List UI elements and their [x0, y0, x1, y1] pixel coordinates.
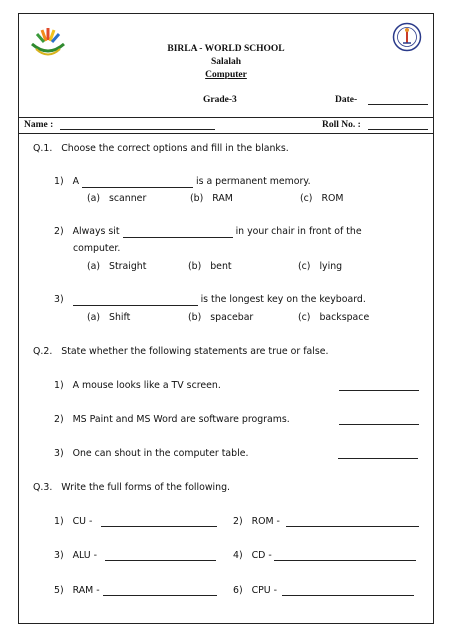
item-text: One can shout in the computer table.: [72, 448, 249, 459]
item-text: ROM -: [251, 516, 280, 527]
q1-item-1-option-a[interactable]: [87, 193, 146, 204]
q3-item-4: [233, 550, 272, 561]
item-text: CD -: [251, 550, 272, 561]
option-text: lying: [319, 261, 343, 272]
q1-item-1: [54, 176, 311, 188]
item-number: 3): [54, 294, 64, 305]
q1-item-3-option-b[interactable]: [188, 312, 253, 323]
item-number: 4): [233, 550, 243, 561]
item-text: ALU -: [72, 550, 97, 561]
q2-item-3: [54, 448, 248, 459]
blank-line[interactable]: [73, 294, 198, 306]
item-text: is the longest key on the keyboard.: [200, 294, 366, 305]
q1-item-2-option-c[interactable]: [298, 261, 342, 272]
header-divider-bottom: [18, 133, 434, 134]
option-letter: (c): [300, 193, 313, 204]
q3-number: Q.3.: [33, 482, 53, 493]
q1-item-2-option-b[interactable]: [188, 261, 232, 272]
q2-item-1: [54, 380, 221, 391]
option-text: scanner: [109, 193, 147, 204]
answer-line[interactable]: [105, 560, 216, 561]
school-city: Salalah: [210, 57, 242, 67]
subject-label: Computer: [205, 70, 247, 80]
option-text: ROM: [321, 193, 344, 204]
item-number: 1): [54, 380, 64, 391]
answer-line[interactable]: [339, 390, 419, 391]
item-text: MS Paint and MS Word are software programs.: [72, 414, 290, 425]
name-field[interactable]: [60, 129, 215, 130]
q2-heading: [33, 346, 329, 357]
item-number: 3): [54, 448, 64, 459]
grade-label: Grade-3: [203, 95, 237, 105]
item-number: 2): [233, 516, 243, 527]
item-number: 1): [54, 176, 64, 187]
item-text: is a permanent memory.: [195, 176, 311, 187]
item-text: RAM -: [72, 585, 100, 596]
q1-item-2: [54, 226, 362, 238]
option-letter: (b): [188, 312, 202, 323]
option-letter: (b): [188, 261, 202, 272]
q1-item-3-option-c[interactable]: [298, 312, 369, 323]
q3-heading: [33, 482, 230, 493]
item-number: 6): [233, 585, 243, 596]
school-emblem-icon: [28, 22, 68, 62]
answer-line[interactable]: [339, 424, 419, 425]
blank-line[interactable]: [82, 176, 193, 188]
answer-line[interactable]: [274, 560, 416, 561]
item-number: 5): [54, 585, 64, 596]
answer-line[interactable]: [282, 595, 414, 596]
q1-item-3: [54, 294, 366, 306]
q3-item-6: [233, 585, 277, 596]
option-letter: (c): [298, 312, 311, 323]
item-number: 2): [54, 226, 64, 237]
q1-item-1-option-b[interactable]: [190, 193, 233, 204]
q3-instruction: Write the full forms of the following.: [61, 482, 231, 493]
option-letter: (c): [298, 261, 311, 272]
item-text: CPU -: [251, 585, 278, 596]
item-text: A mouse looks like a TV screen.: [72, 380, 221, 391]
q3-item-2: [233, 516, 280, 527]
option-letter: (a): [87, 193, 101, 204]
subject-title: [0, 70, 452, 80]
name-label: Name :: [24, 120, 54, 130]
date-field[interactable]: [368, 104, 428, 105]
option-letter: (a): [87, 261, 101, 272]
q1-item-1-option-c[interactable]: [300, 193, 343, 204]
item-number: 1): [54, 516, 64, 527]
q2-number: Q.2.: [33, 346, 53, 357]
option-text: Straight: [109, 261, 147, 272]
q2-item-2: [54, 414, 290, 425]
q3-item-3: [54, 550, 97, 561]
q1-number: Q.1.: [33, 143, 53, 154]
option-text: RAM: [212, 193, 233, 204]
q2-instruction: State whether the following statements are true or false.: [61, 346, 329, 357]
answer-line[interactable]: [338, 458, 418, 459]
option-text: backspace: [319, 312, 370, 323]
q1-instruction: Choose the correct options and fill in the blanks.: [61, 143, 289, 154]
option-text: spacebar: [210, 312, 254, 323]
date-label: Date-: [335, 95, 358, 105]
item-text: Always sit: [72, 226, 120, 237]
q3-item-5: [54, 585, 100, 596]
q3-item-1: [54, 516, 92, 527]
option-text: Shift: [109, 312, 131, 323]
item-text: in your chair in front of the: [235, 226, 362, 237]
answer-line[interactable]: [286, 526, 419, 527]
roll-field[interactable]: [368, 129, 428, 130]
option-letter: (a): [87, 312, 101, 323]
answer-line[interactable]: [101, 526, 217, 527]
q1-heading: [33, 143, 289, 154]
option-text: bent: [210, 261, 232, 272]
header-divider-top: [18, 117, 434, 118]
q1-item-2-option-a[interactable]: [87, 261, 146, 272]
q1-item-2-line2: computer.: [73, 243, 121, 254]
answer-line[interactable]: [103, 595, 217, 596]
item-text: CU -: [72, 516, 93, 527]
item-text: A: [72, 176, 79, 187]
school-name: BIRLA - WORLD SCHOOL: [167, 44, 285, 54]
q1-item-3-option-a[interactable]: [87, 312, 130, 323]
roll-label: Roll No. :: [322, 120, 361, 130]
item-number: 3): [54, 550, 64, 561]
item-number: 2): [54, 414, 64, 425]
blank-line[interactable]: [123, 226, 233, 238]
option-letter: (b): [190, 193, 204, 204]
